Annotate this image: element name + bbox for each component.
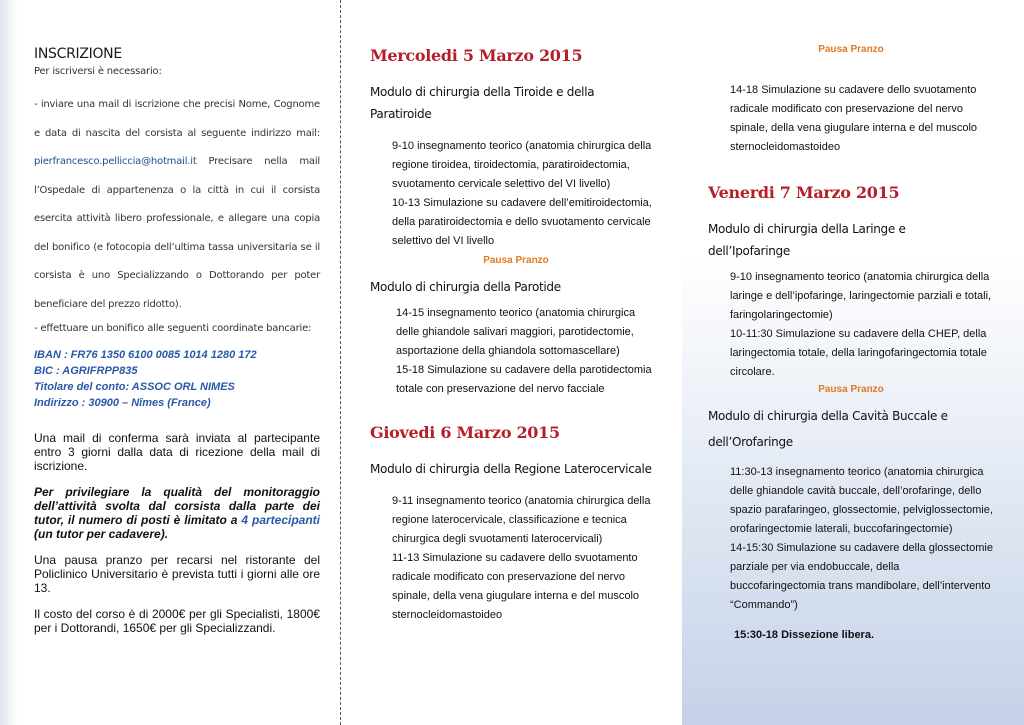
program-line: 10-13 Simulazione su cadavere dell’emitiroidectomia, bbox=[392, 197, 652, 209]
lunch-break-label: Pausa Pranzo bbox=[818, 384, 884, 395]
module-thyroid-line1: Modulo di chirurgia della Tiroide e della bbox=[370, 85, 595, 99]
participants-limit: 4 partecipanti bbox=[241, 513, 321, 527]
module-laterocervical: Modulo di chirurgia della Regione Laterocervicale bbox=[370, 462, 652, 476]
day-heading-thursday: Giovedi 6 Marzo 2015 bbox=[370, 423, 560, 442]
module-oral-cavity-line2: dell’Orofaringe bbox=[708, 435, 793, 449]
program-line: buccofaringectomia trans mandibolare, dell’intervento bbox=[730, 580, 991, 592]
program-line: della paratiroidectomia e dello svuotamento cervicale bbox=[392, 216, 651, 228]
program-line: circolare. bbox=[730, 366, 775, 378]
program-line: spinale, della vena giugulare interna e del muscolo bbox=[730, 122, 978, 134]
program-line: regione tiroidea, tiroidectomia, paratiroidectomia, bbox=[392, 159, 630, 171]
lunch-break-label: Pausa Pranzo bbox=[818, 44, 884, 55]
bank-iban: IBAN : FR76 1350 6100 0085 1014 1280 172 bbox=[34, 349, 257, 361]
program-line: chirurgica degli svuotamenti laterocervicali) bbox=[392, 533, 603, 545]
module-oral-cavity-line1: Modulo di chirurgia della Cavità Buccale e bbox=[708, 409, 948, 423]
registration-column bbox=[0, 0, 340, 725]
program-oral-cavity bbox=[708, 463, 994, 615]
program-line: 9-10 insegnamento teorico (anatomia chirurgica della bbox=[392, 140, 652, 152]
day-heading-wednesday: Mercoledi 5 Marzo 2015 bbox=[370, 46, 583, 65]
module-thyroid-line2: Paratiroide bbox=[370, 107, 432, 121]
program-line: 9-11 insegnamento teorico (anatomia chirurgica della bbox=[392, 495, 651, 507]
quality-text-b: (un tutor per cadavere). bbox=[34, 527, 169, 541]
program-line: 14-15 insegnamento teorico (anatomia chirurgica bbox=[396, 307, 636, 319]
program-line: 14-18 Simulazione su cadavere dello svuotamento bbox=[730, 84, 977, 96]
quality-paragraph bbox=[34, 485, 320, 541]
module-parotid: Modulo di chirurgia della Parotide bbox=[370, 280, 561, 294]
instructions-text-a: - inviare una mail di iscrizione che precisi Nome, Cognome e data di nascita del corsista al seguente indirizzo mail: bbox=[34, 99, 320, 139]
program-line: 15-18 Simulazione su cadavere della parotidectomia bbox=[396, 364, 652, 376]
instructions-text-b: Precisare nella mail l’Ospedale di appartenenza o la città in cui il corsista esercita attività libero professionale, e allegare una copia del bonifico (e fotocopia dell’ultima tassa universitaria se il corsista è uno Specializzando o Dottorando per poter beneficiare del prezzo ridotto). bbox=[34, 156, 320, 310]
program-line: 9-10 insegnamento teorico (anatomia chirurgica della bbox=[730, 271, 990, 283]
program-line: spazio parafaringeo, glossectomie, pelviglossectomie, bbox=[730, 504, 993, 516]
bank-transfer-instruction: - effettuare un bonifico alle seguenti coordinate bancarie: bbox=[34, 323, 312, 334]
registration-heading: INSCRIZIONE bbox=[34, 46, 122, 62]
day-heading-friday: Venerdi 7 Marzo 2015 bbox=[708, 183, 900, 202]
free-dissection: 15:30-18 Dissezione libera. bbox=[734, 629, 875, 641]
program-line: delle ghiandole salivari maggiori, parotidectomie, bbox=[396, 326, 634, 338]
program-laterocervical bbox=[370, 492, 662, 625]
program-line: laringe e dell’ipofaringe, laringectomie parziali e totali, bbox=[730, 290, 992, 302]
program-line: selettivo del VI livello bbox=[392, 235, 495, 247]
program-line: parziale per via endobuccale, della bbox=[730, 561, 900, 573]
program-line: orofaringectomie laterali, buccofaringectomie) bbox=[730, 523, 953, 535]
program-line: laringectomia totale, della laringofaringectomia totale bbox=[730, 347, 987, 359]
program-parotid bbox=[370, 304, 662, 399]
program-line: “Commando”) bbox=[730, 599, 798, 611]
program-line: spinale, della vena giugulare interna e del muscolo bbox=[392, 590, 640, 602]
program-line: radicale modificato con preservazione del nervo bbox=[392, 571, 625, 583]
program-line: sternocleidomastoideo bbox=[392, 609, 503, 621]
program-line: faringolaringectomie) bbox=[730, 309, 833, 321]
program-line: svuotamento cervicale selettivo del VI livello) bbox=[392, 178, 611, 190]
bank-details bbox=[34, 347, 320, 411]
program-column-1 bbox=[342, 0, 682, 725]
program-line: delle ghiandole cavità buccale, dell’orofaringe, dello bbox=[730, 485, 982, 497]
bank-bic: BIC : AGRIFRPP835 bbox=[34, 365, 138, 377]
quality-text-a: Per privilegiare la qualità del monitoraggio dell’attività svolta dal corsista dalla parte dei tutor, il numero di posti è limitato a bbox=[34, 485, 320, 527]
email-link[interactable]: pierfrancesco.pelliccia@hotmail.it bbox=[34, 156, 197, 167]
program-line: regione laterocervicale, classificazione e tecnica bbox=[392, 514, 627, 526]
program-line: 11:30-13 insegnamento teorico (anatomia chirurgica bbox=[730, 466, 984, 478]
lunch-break-label: Pausa Pranzo bbox=[483, 255, 549, 266]
module-larynx-line1: Modulo di chirurgia della Laringe e bbox=[708, 222, 906, 236]
confirmation-paragraph: Una mail di conferma sarà inviata al partecipante entro 3 giorni dalla data di ricezione della mail di iscrizione. bbox=[34, 431, 320, 473]
program-line: 14-15:30 Simulazione su cadavere della glossectomie bbox=[730, 542, 993, 554]
fold-divider bbox=[340, 0, 341, 725]
program-line: totale con preservazione del nervo facciale bbox=[396, 383, 605, 395]
registration-intro: Per iscriversi è necessario: bbox=[34, 66, 162, 77]
program-afternoon-thursday bbox=[708, 81, 994, 157]
program-column-2 bbox=[682, 0, 1024, 725]
bank-holder: Titolare del conto: ASSOC ORL NIMES bbox=[34, 381, 235, 393]
program-larynx bbox=[708, 268, 994, 382]
program-line: 11-13 Simulazione su cadavere dello svuotamento bbox=[392, 552, 638, 564]
program-line: radicale modificato con preservazione del nervo bbox=[730, 103, 963, 115]
cost-paragraph: Il costo del corso è di 2000€ per gli Specialisti, 1800€ per i Dottorandi, 1650€ per gli Specializzandi. bbox=[34, 607, 320, 635]
program-line: asportazione della ghiandola sottomascellare) bbox=[396, 345, 620, 357]
lunch-paragraph: Una pausa pranzo per recarsi nel ristorante del Policlinico Universitario è prevista tutti i giorni alle ore 13. bbox=[34, 553, 320, 595]
program-thyroid bbox=[370, 137, 662, 251]
program-line: sternocleidomastoideo bbox=[730, 141, 841, 153]
module-larynx-line2: dell’Ipofaringe bbox=[708, 244, 790, 258]
program-line: 10-11:30 Simulazione su cadavere della CHEP, della bbox=[730, 328, 987, 340]
bank-address: Indirizzo : 30900 – Nîmes (France) bbox=[34, 397, 211, 409]
registration-instructions bbox=[34, 91, 320, 319]
